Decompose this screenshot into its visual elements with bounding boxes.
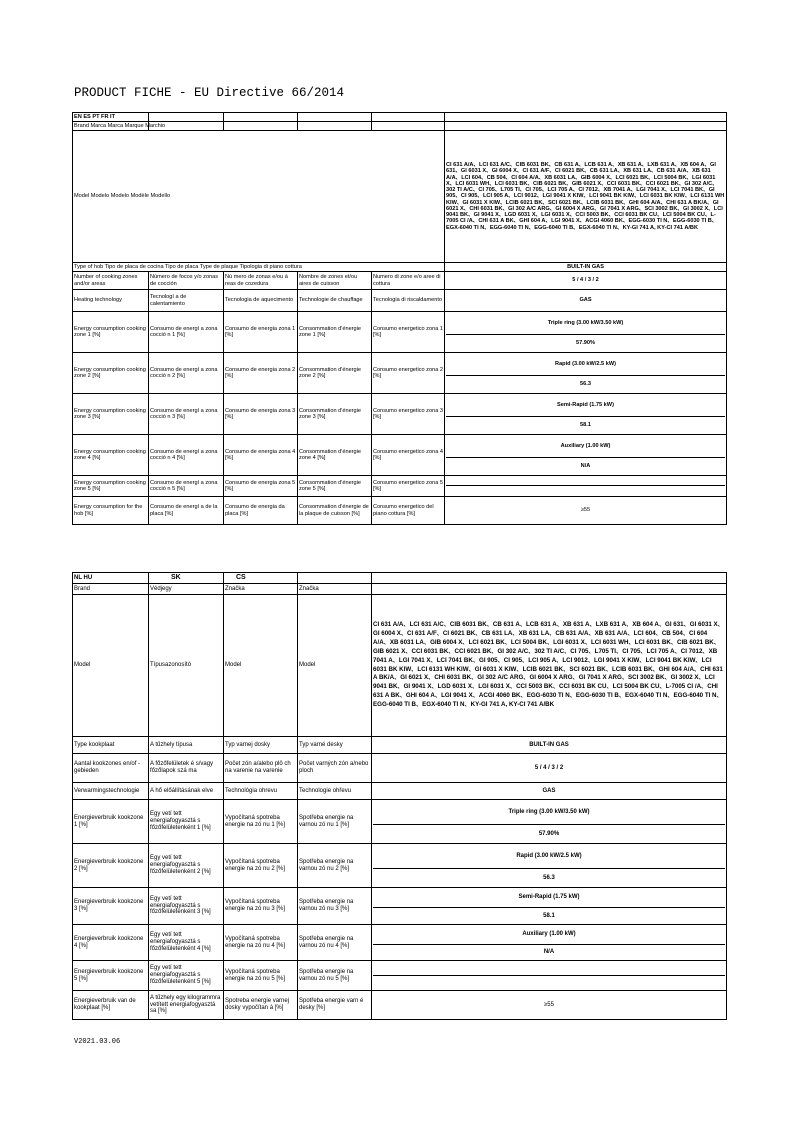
burner-type: [373, 961, 725, 975]
zone-label: Consumo de energí a zona cocció n 4 [%]: [149, 435, 224, 476]
zones-row: [73, 272, 727, 290]
brand-label-sk: Značka: [224, 584, 298, 595]
header-cell: [298, 113, 372, 122]
zone-label: Consommation d'énergie zone 3 [%]: [298, 394, 372, 435]
zone-value: [445, 312, 727, 353]
hob-label: Consumo de energí a de la placa [%]: [149, 497, 224, 525]
language-header-sk: SK: [149, 573, 224, 584]
hob-label: A tűzhely egy kilogrammra vetített energiafogyasztá sa [%]: [149, 991, 224, 1020]
hob-type-row: [73, 263, 727, 272]
zone-label: Consumo de energia zona 2 [%]: [224, 353, 298, 394]
zone-label: Energy consumption cooking zone 2 [%]: [73, 353, 149, 394]
zone-5-row: [73, 961, 727, 991]
zones-label-pt: Nú mero de zonas e/ou á reas de cozedura: [224, 272, 298, 290]
efficiency-value: [373, 975, 725, 990]
zone-2-row: [73, 844, 727, 888]
efficiency-value: N/A: [373, 944, 725, 960]
burner-type: Rapid (3.00 kW/2.5 kW): [516, 852, 582, 859]
zone-label: Consommation d'énergie zone 5 [%]: [298, 476, 372, 497]
zone-label: Energieverbruik kookzone 5 [%]: [73, 961, 149, 991]
efficiency-value: 57.90%: [373, 824, 725, 843]
model-list: CI 631 A/A、LCI 631 A/C、CIB 6031 BK、CB 631 A、LCB 631 A、XB 631 A、LXB 631 A、XB 604 A、GI 631、GI 6031 X、GI 6004 X、CI 631 A/F、CI 6021 BK、CB 631 LA、XB 631 LA、CB 631 A/A、XB 631 A/A、LCI 604、CB 504、CI 604 A/A、XB 6031 LA、GIB 6004 X、LCI 6021 BK、LCI 5004 BK、LGI 6031 X、LCI 6031 WH、LCI 6031 BK、CIB 6021 BK、GIB 6021 X、CCI 6031 BK、CCI 6021 BK、GI 302 A/C、302 TI A/C、CI 705、L705 TI、CI 705、LCI 705 A、CI 7012、XB 7041 A、LGI 7041 X、LCI 7041 BK、GI 905、CI 905、LCI 905 A、LCI 9012、LGI 9041 X KIW、LCI 9041 BK KIW、LCI 6031 BK KIW、LCI 6131 WH KIW、GI 6031 X KIW、LCIB 6021 BK、SCI 6021 BK、LCIB 6031 BK、GHI 604 A/A、CHI 631 A BK/A、GI 6021 X、CHI 6031 BK、GI 302 A/C ARG、GI 6004 X ARG、GI 7041 X ARG、SCI 3002 BK、GI 3002 X、LCI 9041 BK、GI 9041 X、LGD 6031 X、LGI 6031 X、CCI 5003 BK、CCI 6031 BK CU、LCI 5004 BK CU、L-7005 CI /A、CHI 631 A BK、GHI 604 A、LGI 9041 X、ACGI 4060 BK、EGG-6030 TI N、EGG-6030 TI B、EGX-6040 TI N、EGG-6040 TI N、EGG-6040 TI B、EGX-6040 TI N、KY-GI 741 A, KY-CI 741 A/BK: [372, 595, 727, 737]
zone-2-row: [73, 353, 727, 394]
zone-label: Consommation d'énergie zone 2 [%]: [298, 353, 372, 394]
zone-label: Spotřeba energie na varnou zó nu 1 [%]: [298, 800, 372, 844]
zone-3-row: [73, 888, 727, 925]
zone-5-row: [73, 476, 727, 497]
zone-label: Consommation d'énergie zone 4 [%]: [298, 435, 372, 476]
brand-cell: [224, 122, 298, 131]
model-label: Model Modelo Modelo Modèle Modello: [73, 131, 445, 263]
zones-row: [73, 754, 727, 783]
zone-label: Vypočítaná spotreba energie na zó nu 3 [%]: [224, 888, 298, 925]
hob-value: ≥55: [445, 497, 727, 525]
efficiency-value: 58.1: [373, 907, 725, 924]
heating-row: [73, 290, 727, 312]
zones-label-sk: Počet zón a/alebo plô ch na varenie na varenie: [224, 754, 298, 783]
zone-value: [372, 800, 727, 844]
hob-consumption-row: [73, 497, 727, 525]
brand-label-nl: Brand: [73, 584, 149, 595]
zone-value: [372, 961, 727, 991]
hob-label: Consumo energetico del piano cottura [%]: [372, 497, 445, 525]
zone-label: Egy vetí tett energiafogyasztá s főzőfelületenként 1 [%]: [149, 800, 224, 844]
brand-value: [445, 122, 727, 131]
heating-label-pt: Tecnologia de aquecimento: [224, 290, 298, 312]
model-row: [73, 131, 727, 263]
heating-label-sk: Technológia ohrevu: [224, 783, 298, 800]
zones-label-hu: A főzőfelületek é s/vagy főzőlapok szá ma: [149, 754, 224, 783]
zone-label: Energy consumption cooking zone 4 [%]: [73, 435, 149, 476]
brand-row: [73, 122, 727, 131]
zones-label-fr: Nombre de zones et/ou aires de cuisson: [298, 272, 372, 290]
heating-label-en: Heating technology: [73, 290, 149, 312]
zone-label: Consommation d'énergie zone 1 [%]: [298, 312, 372, 353]
zone-3-row: [73, 394, 727, 435]
zone-label: Consumo de energí a zona cocció n 1 [%]: [149, 312, 224, 353]
burner-type: Triple ring (3.00 kW/3.50 kW): [508, 808, 590, 815]
zone-value: [445, 476, 727, 497]
hob-type-value: BUILT-IN GAS: [372, 737, 727, 754]
model-label-sk: Model: [224, 595, 298, 737]
header-cell: [372, 573, 727, 584]
zones-label-it: Numero di zone e/o aree di cottura: [372, 272, 445, 290]
header-cell: [372, 113, 445, 122]
header-cell: [224, 113, 298, 122]
hob-label: Spotreba energie varnej dosky vypočítan á [%]: [224, 991, 298, 1020]
model-label-hu: Típusazonosító: [149, 595, 224, 737]
zone-label: Consumo energetico zona 2 [%]: [372, 353, 445, 394]
header-cell: [445, 113, 727, 122]
model-label-cs: Model: [298, 595, 372, 737]
hob-label: Spotřeba energie varn é desky [%]: [298, 991, 372, 1020]
brand-row: [73, 584, 727, 595]
zone-label: Energy consumption cooking zone 1 [%]: [73, 312, 149, 353]
hob-type-label-cs: Typ varné desky: [298, 737, 372, 754]
heating-value: GAS: [372, 783, 727, 800]
zone-label: Egy vetí tett energiafogyasztá s főzőfelületenként 5 [%]: [149, 961, 224, 991]
brand-value: [372, 584, 727, 595]
zone-label: Consumo energetico zona 3 [%]: [372, 394, 445, 435]
zone-label: Spotřeba energie na varnou zó nu 3 [%]: [298, 888, 372, 925]
zone-label: Vypočítaná spotreba energie na zó nu 1 [%]: [224, 800, 298, 844]
burner-type: Semi-Rapid (1.75 kW): [518, 894, 580, 901]
zone-label: Consumo energetico zona 5 [%]: [372, 476, 445, 497]
zone-label: Consumo energetico zona 4 [%]: [372, 435, 445, 476]
zones-value: 5 / 4 / 3 / 2: [445, 272, 727, 290]
zone-4-row: [73, 925, 727, 961]
zone-label: Spotřeba energie na varnou zó nu 2 [%]: [298, 844, 372, 888]
product-fiche-table-nl-hu-sk-cs: [72, 572, 727, 1020]
zone-label: Consumo de energí a zona cocció n 5 [%]: [149, 476, 224, 497]
heating-value: GAS: [445, 290, 727, 312]
zone-label: Consumo energetico zona 1 [%]: [372, 312, 445, 353]
zones-label-cs: Počet varných zón a/nebo ploch: [298, 754, 372, 783]
zone-label: Egy vetí tett energiafogyasztá s főzőfelületenként 3 [%]: [149, 888, 224, 925]
brand-cell: [298, 122, 372, 131]
model-label-nl: Model: [73, 595, 149, 737]
zone-label: Egy vetí tett energiafogyasztá s főzőfelületenként 4 [%]: [149, 925, 224, 961]
zones-label-es: Número de focos y/o zonas de cocción: [149, 272, 224, 290]
zone-label: Vypočítaná spotreba energie na zó nu 5 [%]: [224, 961, 298, 991]
hob-type-label-sk: Typ varnej dosky: [224, 737, 298, 754]
zones-value: 5 / 4 / 3 / 2: [372, 754, 727, 783]
efficiency-value: 58.1: [446, 416, 725, 434]
language-header: NL HU: [73, 573, 149, 584]
zone-4-row: [73, 435, 727, 476]
burner-type: Rapid (3.00 kW/2.5 kW): [555, 360, 616, 367]
zone-label: Energieverbruik kookzone 2 [%]: [73, 844, 149, 888]
product-fiche-table-en-es-pt-fr-it: [72, 112, 727, 525]
zone-label: Energy consumption cooking zone 5 [%]: [73, 476, 149, 497]
page-title: PRODUCT FICHE - EU Directive 66/2014: [74, 86, 345, 100]
zone-value: [445, 353, 727, 394]
zone-label: Energieverbruik kookzone 1 [%]: [73, 800, 149, 844]
hob-label: Energy consumption for the hob [%]: [73, 497, 149, 525]
brand-label-hu: Védjegy: [149, 584, 224, 595]
zone-value: [372, 844, 727, 888]
language-header: EN ES PT FR IT: [73, 113, 149, 122]
hob-label: Consumo de energia da placa [%]: [224, 497, 298, 525]
efficiency-value: N/A: [446, 457, 725, 475]
zone-label: Consumo de energia zona 5 [%]: [224, 476, 298, 497]
hob-type-value: BUILT-IN GAS: [445, 263, 727, 272]
zone-label: Consumo de energia zona 3 [%]: [224, 394, 298, 435]
burner-type: Triple ring (3.00 kW/3.50 kW): [547, 319, 624, 326]
zone-1-row: [73, 800, 727, 844]
zone-label: Consumo de energí a zona cocció n 2 [%]: [149, 353, 224, 394]
header-cell: [149, 113, 224, 122]
zone-value: [372, 925, 727, 961]
zone-label: Energieverbruik kookzone 3 [%]: [73, 888, 149, 925]
zone-value: [445, 394, 727, 435]
zone-label: Energy consumption cooking zone 3 [%]: [73, 394, 149, 435]
heating-row: [73, 783, 727, 800]
burner-type: Auxiliary (1.00 kW): [560, 442, 611, 449]
zone-label: Consumo de energia zona 1 [%]: [224, 312, 298, 353]
zone-1-row: [73, 312, 727, 353]
heating-label-hu: A hő előállításának elve: [149, 783, 224, 800]
burner-type: Semi-Rapid (1.75 kW): [557, 401, 614, 408]
zone-value: [372, 888, 727, 925]
header-cell: [298, 573, 372, 584]
zones-label-nl: Aantal kookzones en/of -gebieden: [73, 754, 149, 783]
version-footer: V2021.03.06: [74, 1038, 121, 1046]
zone-label: Spotřeba energie na varnou zó nu 5 [%]: [298, 961, 372, 991]
model-row: [73, 595, 727, 737]
brand-label-cs: Značka: [298, 584, 372, 595]
zone-label: Consumo de energí a zona cocció n 3 [%]: [149, 394, 224, 435]
zone-value: [445, 435, 727, 476]
zone-label: Spotřeba energie na varnou zó nu 4 [%]: [298, 925, 372, 961]
burner-type: [446, 476, 725, 485]
header-row: [73, 113, 727, 122]
zone-label: Energieverbruik kookzone 4 [%]: [73, 925, 149, 961]
heating-label-nl: Verwarmingstechnologie: [73, 783, 149, 800]
efficiency-value: 57.90%: [446, 334, 725, 352]
hob-type-label-nl: Type kookplaat: [73, 737, 149, 754]
efficiency-value: 56.3: [446, 375, 725, 393]
efficiency-value: 56.3: [373, 868, 725, 887]
header-row: [73, 573, 727, 584]
zone-label: Vypočítaná spotreba energie na zó nu 2 [%]: [224, 844, 298, 888]
heating-label-fr: Technologie de chauffage: [298, 290, 372, 312]
brand-label: Brand Marca Marca Marque Marchio: [74, 122, 166, 129]
hob-type-label: Type of hob Tipo de placa de cocina Tipo de placa Type de plaque Tipologia di piano cottura: [73, 263, 445, 272]
brand-cell: [372, 122, 445, 131]
zone-label: Consumo de energia zona 4 [%]: [224, 435, 298, 476]
heating-label-cs: Technologie ohřevu: [298, 783, 372, 800]
heating-label-es: Tecnologí a de calentamiento: [149, 290, 224, 312]
efficiency-value: [446, 485, 725, 496]
burner-type: Auxiliary (1.00 kW): [522, 931, 576, 938]
model-list: CI 631 A/A、LCI 631 A/C、CIB 6031 BK、CB 631 A、LCB 631 A、XB 631 A、LXB 631 A、XB 604 A、GI 631、GI 6031 X、GI 6004 X、CI 631 A/F、CI 6021 BK、CB 631 LA、XB 631 LA、CB 631 A/A、XB 631 A/A、LCI 604、CB 504、CI 604 A/A、XB 6031 LA、GIB 6004 X、LCI 6021 BK、LCI 5004 BK、LGI 6031 X、LCI 6031 WH、LCI 6031 BK、CIB 6021 BK、GIB 6021 X、CCI 6031 BK、CCI 6021 BK、GI 302 A/C、302 TI A/C、CI 705、L705 TI、CI 705、LCI 705 A、CI 7012、XB 7041 A、LGI 7041 X、LCI 7041 BK、GI 905、CI 905、LCI 905 A、LCI 9012、LGI 9041 X KIW、LCI 9041 BK KIW、LCI 6031 BK KIW、LCI 6131 WH KIW、GI 6031 X KIW、LCIB 6021 BK、SCI 6021 BK、LCIB 6031 BK、GHI 604 A/A、CHI 631 A BK/A、GI 6021 X、CHI 6031 BK、GI 302 A/C ARG、GI 6004 X ARG、GI 7041 X ARG、SCI 3002 BK、GI 3002 X、LCI 9041 BK、GI 9041 X、LGD 6031 X、LGI 6031 X、CCI 5003 BK、CCI 6031 BK CU、LCI 5004 BK CU、L-7005 CI /A、CHI 631 A BK、GHI 604 A、LGI 9041 X、ACGI 4060 BK、EGG-6030 TI N、EGG-6030 TI B、EGX-6040 TI N、EGG-6040 TI N、EGG-6040 TI B、EGX-6040 TI N、KY-GI 741 A, KY-CI 741 A/BK: [445, 131, 727, 263]
language-header-cs: CS: [224, 573, 298, 584]
hob-consumption-row: [73, 991, 727, 1020]
hob-value: ≥55: [372, 991, 727, 1020]
hob-label: Energieverbruik van de kookplaat [%]: [73, 991, 149, 1020]
heating-label-it: Tecnologia di riscaldamento: [372, 290, 445, 312]
zone-label: Vypočítaná spotreba energie na zó nu 4 [%]: [224, 925, 298, 961]
zones-label-en: Number of cooking zones and/or areas: [73, 272, 149, 290]
hob-type-row: [73, 737, 727, 754]
hob-type-label-hu: A tűzhely típusa: [149, 737, 224, 754]
zone-label: Egy vetí tett energiafogyasztá s főzőfelületenként 2 [%]: [149, 844, 224, 888]
hob-label: Consommation d'énergie de la plaque de cuisson [%]: [298, 497, 372, 525]
